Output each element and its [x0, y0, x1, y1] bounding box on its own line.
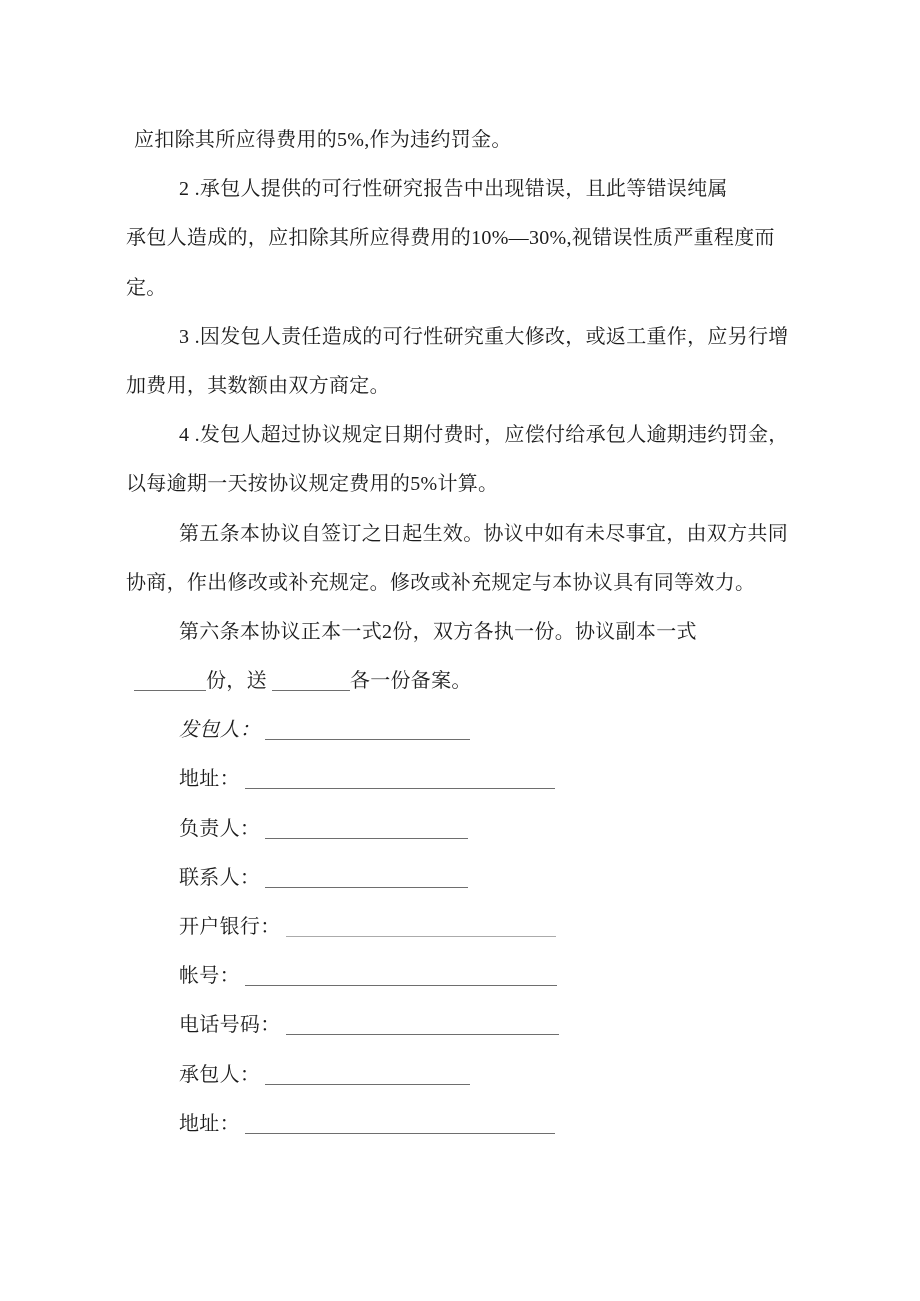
- para-article6-line2: [126, 657, 806, 706]
- para-clause4-line2: [126, 460, 806, 509]
- form-line-phone: [126, 1001, 806, 1050]
- fill-in-blank: [245, 787, 555, 789]
- form-line-bank-text: 开户银行：: [179, 916, 281, 938]
- fill-in-blank: [265, 886, 468, 888]
- form-line-address-1-text: 地址：: [179, 768, 240, 791]
- para-clause3-line2: [126, 362, 806, 411]
- form-line-principal-text: 负责人：: [179, 817, 261, 840]
- form-line-phone-text: 电话号码：: [179, 1014, 281, 1037]
- form-line-address-2-text: 地址：: [179, 1112, 240, 1135]
- para-clause2-line3-text: 定。: [126, 276, 167, 299]
- para-clause3-line1: [126, 313, 806, 362]
- para-article5-line1-text: 第五条本协议自签订之日起生效。协议中如有未尽事宜，由双方共同: [179, 522, 788, 545]
- fill-in-blank: [265, 837, 468, 839]
- para-penalty-5pct: [126, 116, 806, 165]
- fill-in-blank: [265, 1083, 470, 1085]
- para-article5-line1: [126, 510, 806, 559]
- para-article6-line2-text: 份，送: [206, 670, 267, 693]
- para-clause2-line3: [126, 264, 806, 313]
- para-clause3-line2-text: 加费用，其数额由双方商定。: [126, 374, 390, 397]
- para-clause2-line1-text: 2 .承包人提供的可行性研究报告中出现错误，且此等错误纯属: [179, 178, 728, 201]
- form-line-account: [126, 952, 806, 1001]
- fill-in-blank: [265, 738, 470, 740]
- form-line-account-text: 帐号：: [179, 965, 240, 988]
- para-clause2-line2: [126, 214, 806, 263]
- fill-in-blank: [245, 1132, 555, 1134]
- form-line-contact-text: 联系人：: [179, 866, 261, 889]
- para-article6-line1-text: 第六条本协议正本一式2份，双方各执一份。协议副本一式: [179, 620, 697, 643]
- para-article5-line2-text: 协商，作出修改或补充规定。修改或补充规定与本协议具有同等效力。: [126, 571, 756, 594]
- form-line-contact: [126, 854, 806, 903]
- fill-in-blank: [245, 984, 557, 986]
- para-article6-line2-text: 各一份备案。: [349, 670, 472, 693]
- para-clause4-line1-text: 4 .发包人超过协议规定日期付费时，应偿付给承包人逾期违约罚金，: [179, 424, 789, 447]
- form-line-address-1: [126, 755, 806, 804]
- para-clause4-line2-text: 以每逾期一天按协议规定费用的5%计算。: [126, 473, 499, 496]
- para-clause3-line1-text: 3 .因发包人责任造成的可行性研究重大修改，或返工重作，应另行增: [179, 325, 789, 348]
- fill-in-blank: [272, 689, 350, 691]
- fill-in-blank: [286, 935, 556, 937]
- form-line-employer: [126, 706, 806, 755]
- para-penalty-5pct-text: 应扣除其所应得费用的5%,作为违约罚金。: [134, 129, 512, 151]
- form-line-bank: [126, 903, 806, 952]
- document-body: [126, 116, 806, 1149]
- para-article6-line1: [126, 608, 806, 657]
- form-line-employer-text: 发包人：: [179, 719, 261, 742]
- form-line-contractor-text: 承包人：: [179, 1063, 261, 1086]
- para-clause2-line2-text: 承包人造成的，应扣除其所应得费用的10%—30%,视错误性质严重程度而: [126, 227, 775, 250]
- para-article5-line2: [126, 559, 806, 608]
- fill-in-blank: [286, 1033, 559, 1035]
- form-line-contractor: [126, 1051, 806, 1100]
- form-line-address-2: [126, 1100, 806, 1149]
- para-clause2-line1: [126, 165, 806, 214]
- fill-in-blank: [134, 689, 206, 691]
- para-clause4-line1: [126, 411, 806, 460]
- form-line-principal: [126, 805, 806, 854]
